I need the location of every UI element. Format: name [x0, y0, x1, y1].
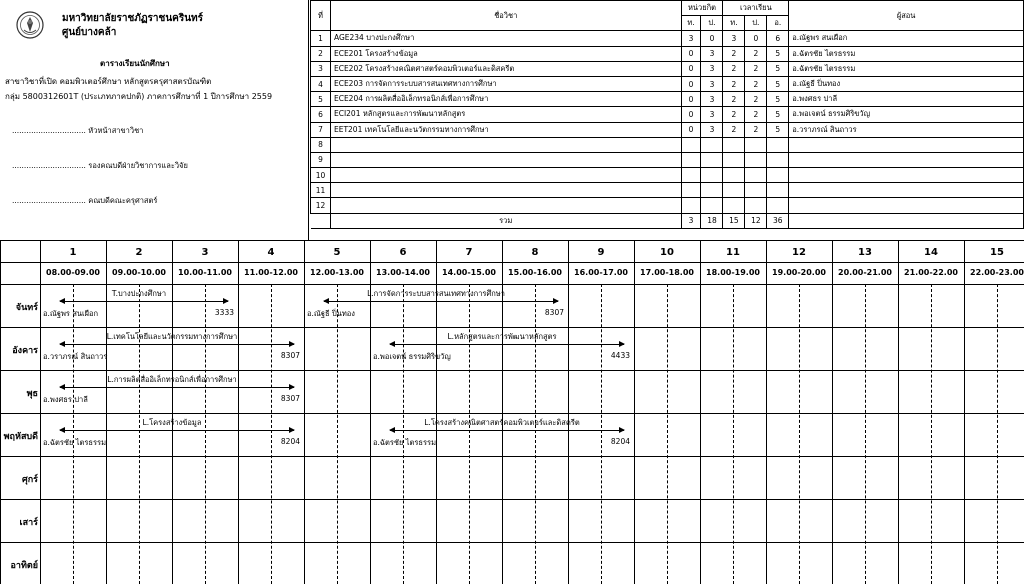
grid-line: [0, 413, 1024, 414]
course-cell-cp: 0: [701, 31, 723, 46]
course-cell-tt: 2: [723, 92, 745, 107]
day-label: พฤหัสบดี: [3, 432, 38, 442]
grid-half-line: [535, 284, 536, 584]
course-cell-no: 7: [311, 122, 331, 137]
period-time: 22.00-23.00: [970, 268, 1024, 277]
course-cell-tp: [745, 152, 767, 167]
course-cell-no: 1: [311, 31, 331, 46]
course-cell-cp: 3: [701, 92, 723, 107]
grid-line: [0, 499, 1024, 500]
day-label: พุธ: [26, 389, 38, 399]
course-cell-cp: 3: [701, 76, 723, 91]
course-cell-instructor: [789, 198, 1024, 213]
course-row: [311, 92, 1024, 107]
course-cell-tp: [745, 137, 767, 152]
grid-line: [0, 542, 1024, 543]
class-teacher: อ.วราภรณ์ สินถาวร: [43, 352, 108, 361]
period-time: 13.00-14.00: [376, 268, 430, 277]
course-cell-to: [767, 198, 789, 213]
course-cell-no: 8: [311, 137, 331, 152]
course-cell-no: 4: [311, 76, 331, 91]
course-row: [311, 168, 1024, 183]
period-time: 08.00-09.00: [46, 268, 100, 277]
period-time: 10.00-11.00: [178, 268, 232, 277]
course-row: [311, 46, 1024, 61]
period-number: 15: [990, 247, 1004, 258]
class-span-arrow: [324, 301, 558, 302]
class-title: T.บางปะกงศึกษา: [111, 289, 167, 298]
header-hours-p: ป.: [745, 16, 767, 31]
course-cell-no: 3: [311, 61, 331, 76]
class-room: 8307: [280, 394, 300, 403]
course-cell-cp: 3: [701, 122, 723, 137]
course-row: [311, 198, 1024, 213]
course-cell-to: 5: [767, 61, 789, 76]
total-row: [311, 213, 1024, 228]
period-time: 20.00-21.00: [838, 268, 892, 277]
course-cell-cp: [701, 137, 723, 152]
course-cell-course: [330, 168, 681, 183]
class-title: L.การผลิตสื่ออิเล็กทรอนิกส์เพื่อการศึกษา: [107, 375, 237, 384]
course-cell-no: 10: [311, 168, 331, 183]
course-cell-to: 5: [767, 76, 789, 91]
grid-half-line: [469, 284, 470, 584]
grid-half-line: [271, 284, 272, 584]
period-time: 21.00-22.00: [904, 268, 958, 277]
course-row: [311, 122, 1024, 137]
header-course: ชื่อวิชา: [330, 1, 681, 31]
course-cell-tt: 2: [723, 76, 745, 91]
header-credit-t: ท.: [681, 16, 701, 31]
course-cell-to: 5: [767, 92, 789, 107]
course-cell-ct: [681, 183, 701, 198]
course-cell-tp: [745, 168, 767, 183]
period-number: 6: [399, 247, 407, 258]
course-cell-no: 12: [311, 198, 331, 213]
total-credit-p: 18: [701, 213, 723, 228]
class-title: L.โครงสร้างข้อมูล: [142, 418, 202, 427]
course-cell-cp: [701, 168, 723, 183]
course-cell-to: [767, 137, 789, 152]
course-cell-tt: 3: [723, 31, 745, 46]
group-line: กลุ่ม 5800312601T (ประเภทภาคปกติ) ภาคการศึกษาที่ 1 ปีการศึกษา 2559: [5, 92, 273, 101]
course-cell-instructor: [789, 137, 1024, 152]
period-number: 1: [69, 247, 77, 258]
class-span-arrow: [60, 344, 294, 345]
course-cell-tt: [723, 137, 745, 152]
day-label: เสาร์: [19, 518, 38, 528]
class-title: L.หลักสูตรและการพัฒนาหลักสูตร: [447, 332, 557, 341]
course-cell-ct: 0: [681, 122, 701, 137]
grid-line: [898, 240, 899, 584]
course-cell-tp: [745, 183, 767, 198]
course-cell-ct: 0: [681, 92, 701, 107]
program-line: สาขาวิชาที่เปิด คอมพิวเตอร์ศึกษา หลักสูตรครุศาสตรบัณฑิต: [5, 77, 212, 86]
center-name: ศูนย์บางคล้า: [62, 27, 117, 38]
course-row: [311, 137, 1024, 152]
period-number: 11: [726, 247, 740, 258]
grid-line: [0, 456, 1024, 457]
course-cell-to: 5: [767, 122, 789, 137]
period-number: 4: [267, 247, 275, 258]
course-cell-tt: 2: [723, 122, 745, 137]
course-row: [311, 31, 1024, 46]
course-cell-tp: 2: [745, 107, 767, 122]
grid-line: [700, 240, 701, 584]
course-row: [311, 107, 1024, 122]
period-number: 8: [531, 247, 539, 258]
grid-half-line: [799, 284, 800, 584]
course-cell-cp: 3: [701, 61, 723, 76]
class-teacher: อ.ฉัตรชัย ไตรธรรม: [43, 438, 107, 447]
grid-line: [0, 327, 1024, 328]
course-cell-no: 9: [311, 152, 331, 167]
course-cell-course: AGE234 บางปะกงศึกษา: [330, 31, 681, 46]
signature-line-head: ............................... หัวหน้าสาขาวิชา: [12, 126, 144, 135]
header-credit-p: ป.: [701, 16, 723, 31]
course-cell-ct: 0: [681, 107, 701, 122]
document-title: ตารางเรียนนักศึกษา: [100, 59, 170, 68]
grid-line: [0, 240, 1024, 241]
course-cell-instructor: อ.ณัฐพร สนเผือก: [789, 31, 1024, 46]
class-room: 8307: [280, 351, 300, 360]
course-cell-instructor: อ.ณัฐธี ปิ่นทอง: [789, 76, 1024, 91]
course-cell-ct: [681, 137, 701, 152]
course-cell-instructor: อ.ฉัตรชัย ไตรธรรม: [789, 46, 1024, 61]
course-cell-no: 2: [311, 46, 331, 61]
period-time: 17.00-18.00: [640, 268, 694, 277]
course-cell-course: [330, 183, 681, 198]
course-cell-course: ECE204 การผลิตสื่ออิเล็กทรอนิกส์เพื่อการศึกษา: [330, 92, 681, 107]
course-cell-instructor: อ.พงศธร ปาลี: [789, 92, 1024, 107]
class-teacher: อ.ฉัตรชัย ไตรธรรม: [373, 438, 437, 447]
header-hours: เวลาเรียน: [723, 1, 789, 16]
header-hours-o: อ.: [767, 16, 789, 31]
grid-half-line: [337, 284, 338, 584]
grid-half-line: [865, 284, 866, 584]
course-cell-tt: 2: [723, 61, 745, 76]
period-number: 10: [660, 247, 674, 258]
grid-line: [634, 240, 635, 584]
period-time: 14.00-15.00: [442, 268, 496, 277]
course-row: [311, 152, 1024, 167]
class-title: L.เทคโนโลยีและนวัตกรรมทางการศึกษา: [106, 332, 238, 341]
course-cell-tp: [745, 198, 767, 213]
course-cell-tt: [723, 183, 745, 198]
course-cell-tt: 2: [723, 46, 745, 61]
course-cell-tp: 2: [745, 92, 767, 107]
course-row: [311, 183, 1024, 198]
signature-line-deputy-dean: ............................... รองคณบดีฝ่ายวิชาการและวิจัย: [12, 161, 188, 170]
course-cell-cp: 3: [701, 46, 723, 61]
class-teacher: อ.ณัฐพร สนเผือก: [43, 309, 99, 318]
grid-half-line: [139, 284, 140, 584]
grid-half-line: [997, 284, 998, 584]
course-cell-course: ECI201 หลักสูตรและการพัฒนาหลักสูตร: [330, 107, 681, 122]
grid-line: [964, 240, 965, 584]
course-cell-to: 6: [767, 31, 789, 46]
class-room: 8204: [610, 437, 630, 446]
course-cell-ct: 0: [681, 76, 701, 91]
header-info-panel: [0, 0, 309, 240]
course-cell-cp: [701, 198, 723, 213]
grid-half-line: [931, 284, 932, 584]
day-label: อังคาร: [12, 346, 38, 356]
class-span-arrow: [60, 301, 228, 302]
course-cell-tt: [723, 168, 745, 183]
course-cell-ct: [681, 152, 701, 167]
course-cell-ct: 0: [681, 46, 701, 61]
header-hours-t: ท.: [723, 16, 745, 31]
course-cell-instructor: อ.วราภรณ์ สินถาวร: [789, 122, 1024, 137]
day-label: อาทิตย์: [10, 561, 38, 571]
course-cell-course: EET201 เทคโนโลยีและนวัตกรรมทางการศึกษา: [330, 122, 681, 137]
course-cell-no: 6: [311, 107, 331, 122]
course-cell-instructor: [789, 168, 1024, 183]
header-no: ที่: [311, 1, 331, 31]
period-number: 14: [924, 247, 938, 258]
course-cell-course: [330, 152, 681, 167]
total-hours-p: 12: [745, 213, 767, 228]
course-cell-cp: [701, 183, 723, 198]
grid-half-line: [601, 284, 602, 584]
class-room: 4433: [610, 351, 630, 360]
course-cell-to: 5: [767, 107, 789, 122]
grid-line: [766, 240, 767, 584]
course-cell-to: [767, 168, 789, 183]
period-number: 12: [792, 247, 806, 258]
course-cell-ct: 3: [681, 31, 701, 46]
course-cell-instructor: [789, 183, 1024, 198]
total-label: รวม: [330, 213, 681, 228]
period-number: 13: [858, 247, 872, 258]
grid-line: [0, 370, 1024, 371]
period-time: 09.00-10.00: [112, 268, 166, 277]
course-table: [310, 0, 1024, 229]
course-row: [311, 61, 1024, 76]
university-name: มหาวิทยาลัยราชภัฏราชนครินทร์: [62, 13, 204, 24]
course-cell-tt: [723, 198, 745, 213]
period-time: 11.00-12.00: [244, 268, 298, 277]
grid-half-line: [667, 284, 668, 584]
signature-line-dean: ............................... คณบดีคณะครุศาสตร์: [12, 196, 158, 205]
period-number: 5: [333, 247, 341, 258]
course-cell-tp: 0: [745, 31, 767, 46]
course-cell-tp: 2: [745, 61, 767, 76]
period-number: 2: [135, 247, 143, 258]
course-row: [311, 76, 1024, 91]
weekly-schedule-grid: [0, 240, 1024, 584]
header-instructor: ผู้สอน: [789, 1, 1024, 31]
course-cell-ct: [681, 168, 701, 183]
class-title: L.การจัดการระบบสารสนเทศทางการศึกษา: [367, 289, 505, 298]
course-cell-no: 11: [311, 183, 331, 198]
period-time: 15.00-16.00: [508, 268, 562, 277]
grid-line: [568, 240, 569, 584]
header-section: [0, 0, 1024, 240]
period-time: 19.00-20.00: [772, 268, 826, 277]
course-cell-to: [767, 183, 789, 198]
class-room: 8307: [544, 308, 564, 317]
day-label: ศุกร์: [22, 475, 38, 485]
course-cell-tp: 2: [745, 122, 767, 137]
course-cell-course: ECE202 โครงสร้างคณิตศาสตร์คอมพิวเตอร์และดิสครีต: [330, 61, 681, 76]
class-teacher: อ.พอเจตน์ ธรรมศิริขวัญ: [373, 352, 451, 361]
grid-half-line: [205, 284, 206, 584]
course-cell-course: [330, 198, 681, 213]
grid-line: [0, 240, 1, 584]
course-cell-tp: 2: [745, 76, 767, 91]
class-span-arrow: [390, 344, 624, 345]
course-cell-course: ECE203 การจัดการระบบสารสนเทศทางการศึกษา: [330, 76, 681, 91]
period-time: 12.00-13.00: [310, 268, 364, 277]
course-cell-instructor: อ.พอเจตน์ ธรรมศิริขวัญ: [789, 107, 1024, 122]
course-cell-to: [767, 152, 789, 167]
total-credit-t: 3: [681, 213, 701, 228]
period-time: 18.00-19.00: [706, 268, 760, 277]
grid-line: [238, 240, 239, 584]
period-number: 7: [465, 247, 473, 258]
university-seal-icon: [16, 10, 44, 40]
total-hours-t: 15: [723, 213, 745, 228]
period-number: 3: [201, 247, 209, 258]
course-cell-instructor: อ.ฉัตรชัย ไตรธรรม: [789, 61, 1024, 76]
course-cell-course: ECE201 โครงสร้างข้อมูล: [330, 46, 681, 61]
class-span-arrow: [60, 387, 294, 388]
course-cell-tt: 2: [723, 107, 745, 122]
class-title: L.โครงสร้างคณิตศาสตร์คอมพิวเตอร์และดิสครีต: [424, 418, 580, 427]
day-label: จันทร์: [15, 303, 38, 313]
class-teacher: อ.พงศธร ปาลี: [43, 395, 88, 404]
header-credits: หน่วยกิต: [681, 1, 723, 16]
grid-line: [0, 284, 1024, 285]
course-cell-instructor: [789, 152, 1024, 167]
class-room: 8204: [280, 437, 300, 446]
course-cell-to: 5: [767, 46, 789, 61]
total-hours-o: 36: [767, 213, 789, 228]
course-cell-course: [330, 137, 681, 152]
class-room: 3333: [214, 308, 234, 317]
course-cell-no: 5: [311, 92, 331, 107]
grid-line: [0, 262, 1024, 263]
course-cell-cp: [701, 152, 723, 167]
course-cell-ct: 0: [681, 61, 701, 76]
period-number: 9: [597, 247, 605, 258]
grid-half-line: [73, 284, 74, 584]
course-cell-cp: 3: [701, 107, 723, 122]
grid-half-line: [403, 284, 404, 584]
course-cell-tp: 2: [745, 46, 767, 61]
class-span-arrow: [60, 430, 294, 431]
period-time: 16.00-17.00: [574, 268, 628, 277]
course-cell-tt: [723, 152, 745, 167]
class-span-arrow: [390, 430, 624, 431]
grid-line: [832, 240, 833, 584]
class-teacher: อ.ณัฐธี ปิ่นทอง: [307, 309, 355, 318]
grid-half-line: [733, 284, 734, 584]
course-cell-ct: [681, 198, 701, 213]
